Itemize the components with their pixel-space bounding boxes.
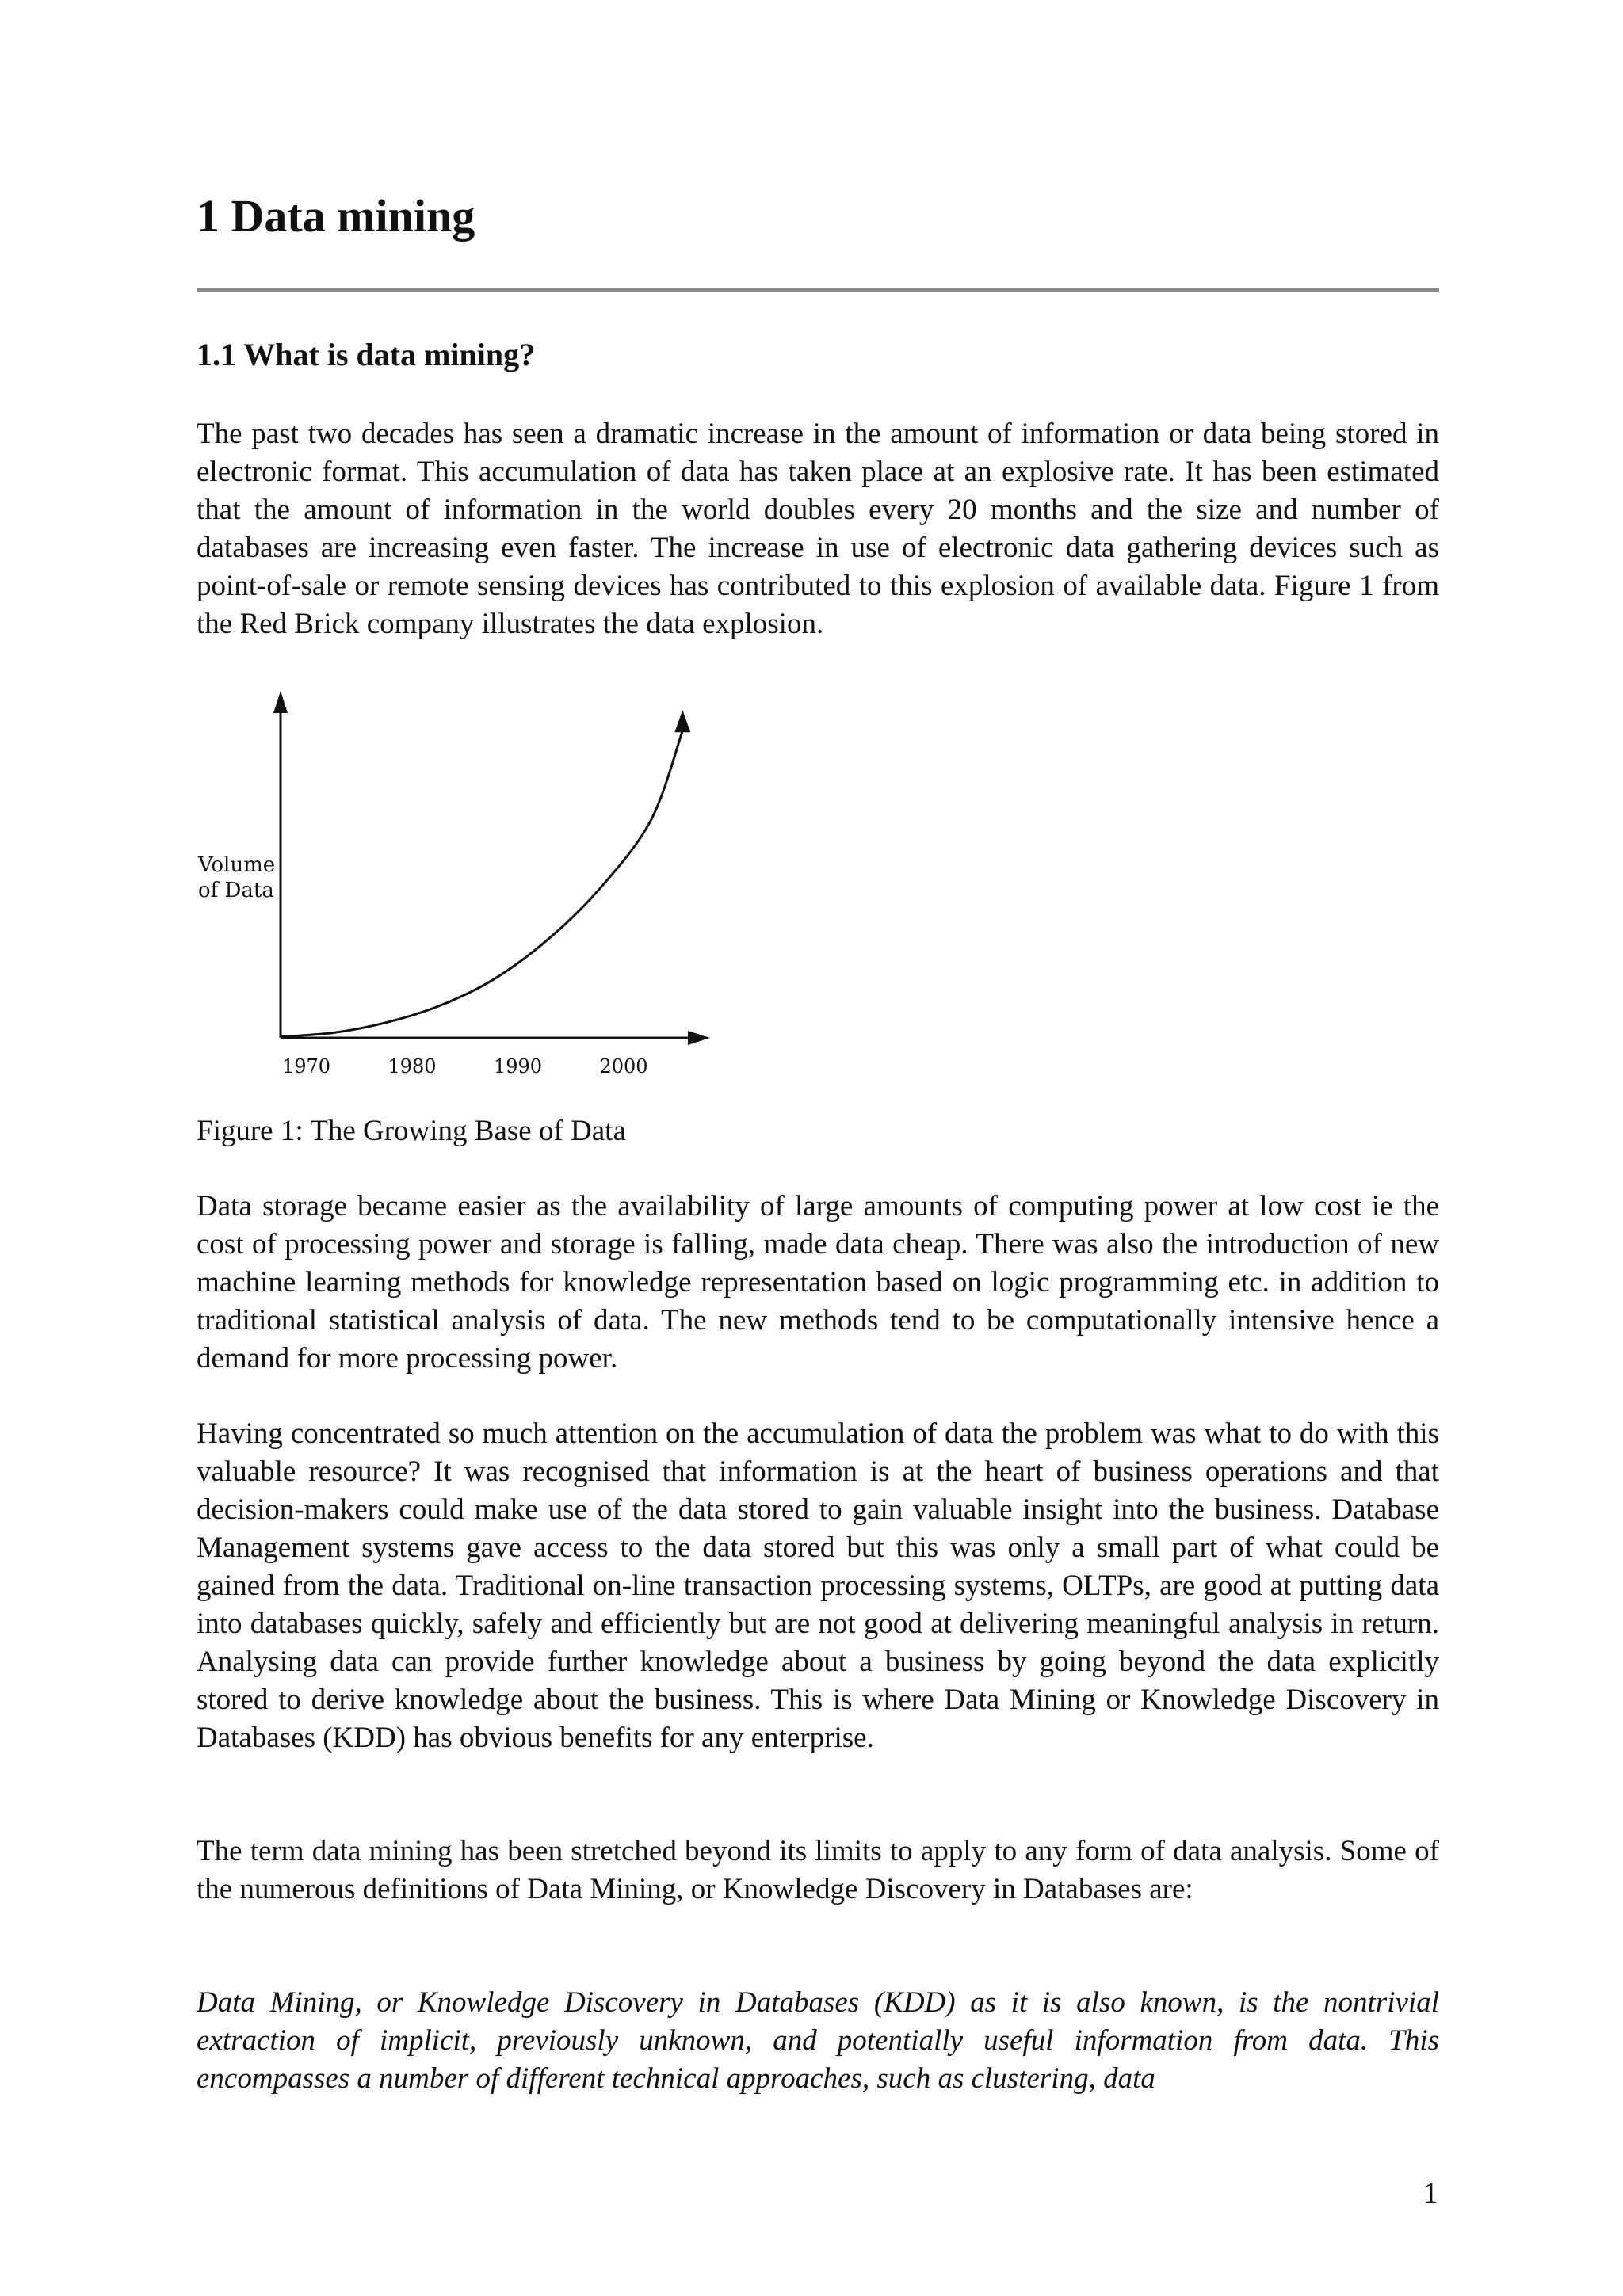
page-number: 1 xyxy=(1423,2177,1438,2210)
figure-caption: Figure 1: The Growing Base of Data xyxy=(197,1115,626,1147)
y-axis-arrowhead xyxy=(273,691,288,713)
paragraph-intro: The past two decades has seen a dramatic increase in the amount of information or data being stored in electronic format. This accumulation of data has taken place at an explosive rate. It has been estimated that the amount of information in the world doubles every 20 months and the size and number of databases are increasing even faster. The increase in use of electronic data gathering devices such as point-of-sale or remote sensing devices has contributed to this explosion of available data. Figure 1 from the Red Brick company illustrates the data explosion. xyxy=(197,418,1439,640)
paragraph-definitions: The term data mining has been stretched beyond its limits to apply to any form of data analysis. Some of the numerous definitions of Data Mining, or Knowledge Discovery in Databases are: xyxy=(197,1835,1439,1905)
y-axis-label-line-1: Volume xyxy=(198,853,276,877)
data-growth-chart xyxy=(197,689,720,1085)
curve-arrowhead xyxy=(674,710,690,732)
x-tick-label: 1990 xyxy=(494,1055,543,1077)
chapter-divider xyxy=(197,288,1439,292)
paragraph-definition-quote: Data Mining, or Knowledge Discovery in Databases (KDD) as it is also known, is the nontrivial extraction of implicit, previously unknown, and potentially useful information from data. This encompasses a number of different technical approaches, such as clustering, data xyxy=(197,1986,1439,2095)
x-axis-arrowhead xyxy=(688,1031,710,1045)
y-axis-label-line-2: of Data xyxy=(198,879,274,902)
section-title: 1.1 What is data mining? xyxy=(197,337,536,372)
figure-1-chart xyxy=(197,689,720,1085)
chapter-title: 1 Data mining xyxy=(197,190,475,242)
x-tick-label: 1970 xyxy=(282,1055,331,1077)
paragraph-storage: Data storage became easier as the availability of large amounts of computing power at low cost ie the cost of processing power and storage is falling, made data cheap. There was also the introduction of new machine learning methods for knowledge representation based on logic programming etc. in addition to traditional statistical analysis of data. The new methods tend to be computationally intensive hence a demand for more processing power. xyxy=(197,1190,1439,1375)
data-volume-curve xyxy=(281,730,682,1036)
document-page xyxy=(197,0,1439,2296)
paragraph-analysis: Having concentrated so much attention on the accumulation of data the problem was what to do with this valuable resource? It was recognised that information is at the heart of business operations and that decision-makers could make use of the data stored to gain valuable insight into the business. Database Management systems gave access to the data stored but this was only a small part of what could be gained from the data. Traditional on-line transaction processing systems, OLTPs, are good at putting data into databases quickly, safely and efficiently but are not good at delivering meaningful analysis in return. Analysing data can provide further knowledge about a business by going beyond the data explicitly stored to derive knowledge about the business. This is where Data Mining or Knowledge Discovery in Databases (KDD) has obvious benefits for any enterprise. xyxy=(197,1417,1439,1754)
x-tick-label: 1980 xyxy=(388,1055,437,1077)
x-tick-label: 2000 xyxy=(599,1055,648,1077)
